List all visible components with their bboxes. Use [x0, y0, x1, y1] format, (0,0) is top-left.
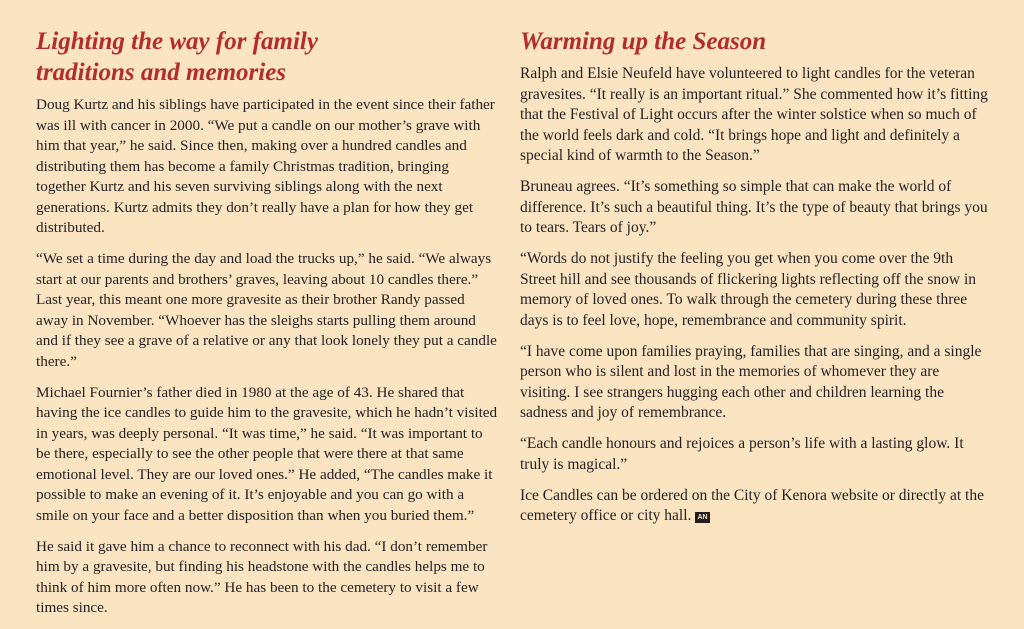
right-paragraph-2: Bruneau agrees. “It’s something so simple that can make the world of difference. It’s such a beautiful thing. It’s the type of beauty that brings you to tears. Tears of joy.”: [520, 178, 988, 236]
left-paragraph-4: He said it gave him a chance to reconnect with his dad. “I don’t remember him by a gravesite, but finding his headstone with the candles helps me to think of him more often now.” He has been to the cemetery to visit a few times since.: [36, 537, 488, 616]
left-column: [36, 26, 500, 629]
right-heading: Warming up the Season: [520, 28, 767, 55]
left-paragraph-1: Doug Kurtz and his siblings have participated in the event since their father was ill with cancer in 2000. “We put a candle on our mother’s grave with him that year,” he said. Since then, making over a hundred candles and distributing them has become a family Christmas tradition, bringing together Kurtz and his seven surviving siblings along with the next generations. Kurtz admits they don’t really have a plan for how they get distributed.: [36, 96, 495, 236]
right-paragraph-6: [520, 486, 990, 527]
right-paragraph-1: Ralph and Elsie Neufeld have volunteered to light candles for the veteran gravesites. “It really is an important ritual.” She commented how it’s fitting that the Festival of Light occurs after the winter solstice when so much of the world feels dark and cold. “It brings hope and light and definitely a special kind of warmth to the Season.”: [520, 65, 988, 164]
right-paragraph-4: “I have come upon families praying, families that are singing, and a single person who is silent and lost in the memories of whomever they are visiting. I see strangers hugging each other and children learning the sadness and joy of remembrance.: [520, 342, 982, 421]
end-mark-icon: AN: [697, 514, 708, 521]
left-heading: [36, 26, 500, 88]
right-column: [520, 26, 990, 537]
left-paragraph-2: “We set a time during the day and load the trucks up,” he said. “We always start at our parents and brothers’ graves, leaving about 10 candles there.” Last year, this meant one more gravesite as their brother Randy passed away in November. “Whoever has the sleighs starts pulling them around and if they see a grave of a relative or any that look lonely they put a candle there.”: [36, 250, 497, 370]
left-paragraph-3: Michael Fournier’s father died in 1980 at the age of 43. He shared that having the ice candles to guide him to the gravesite, which he hadn’t visited in years, was deeply personal. “It was time,” he said. “It was important to be there, especially to see the other people that were there at that same emotional level. They are our loved ones.” He added, “The candles make it possible to make an evening of it. It’s enjoyable and you can go with a smile on your face and a better disposition than when you buried them.”: [36, 383, 498, 524]
right-paragraph-6-text: Ice Candles can be ordered on the City of Kenora website or directly at the cemetery office or city hall.: [520, 486, 984, 524]
right-paragraph-3: “Words do not justify the feeling you get when you come over the 9th Street hill and see thousands of flickering lights reflecting off the snow in memory of loved ones. To walk through the cemetery during these three days is to feel love, hope, remembrance and community spirit.: [520, 250, 977, 329]
left-heading-line2: traditions and memories: [36, 59, 287, 86]
right-paragraph-5: “Each candle honours and rejoices a person’s life with a lasting glow. It truly is magical.”: [520, 435, 964, 473]
left-heading-line1: Lighting the way for family: [36, 28, 318, 55]
